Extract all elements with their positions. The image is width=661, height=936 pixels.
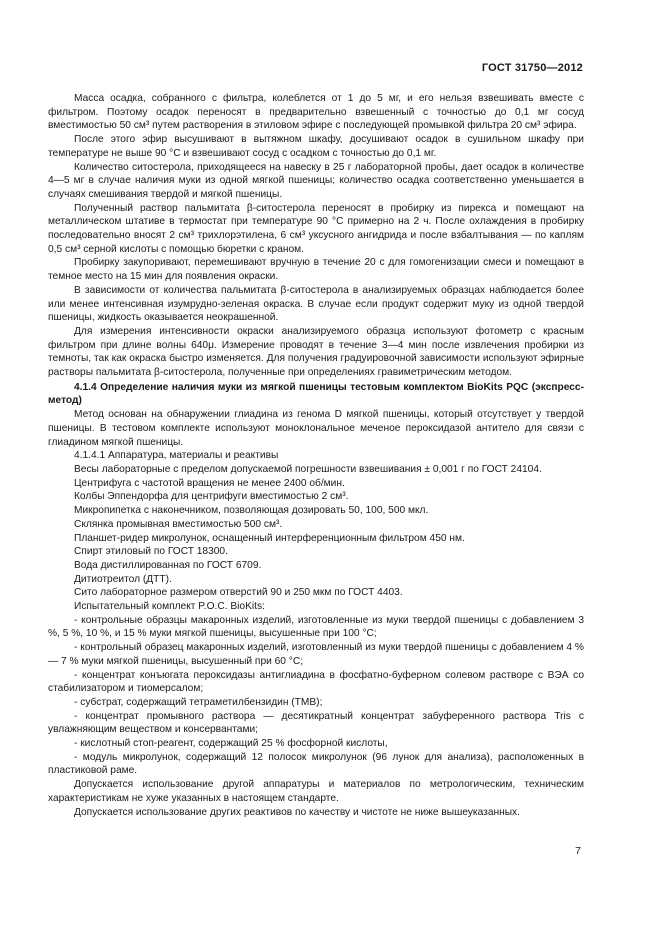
paragraph-tube-mixing: Пробирку закупоривают, перемешивают вручную в течение 20 с для гомогенизации смеси и помещают в темное место на 15 мин для появления окраски.: [48, 257, 584, 283]
kit-item-microwell-module: - модуль микролунок, содержащий 12 полосок микролунок (96 лунок для анализа), расположенных в пластиковой раме.: [48, 751, 584, 777]
kit-item-conjugate: - концентрат конъюгата пероксидазы антиглиадина в фосфатно-буферном солевом растворе с ВЭА со стабилизатором и тиомерсалом;: [48, 669, 584, 695]
list-item-test-kit: Испытательный комплект P.O.C. BioKits:: [74, 601, 265, 613]
kit-item-stop-reagent: - кислотный стоп-реагент, содержащий 25 % фосфорной кислоты,: [74, 738, 388, 750]
list-item-ethanol: Спирт этиловый по ГОСТ 18300.: [74, 546, 228, 558]
section-heading-4-1-4: 4.1.4 Определение наличия муки из мягкой пшеницы тестовым комплектом BioKits PQC (экспресс-метод): [48, 381, 584, 407]
paragraph-method-basis: Метод основан на обнаружении глиадина из генома D мягкой пшеницы, который отсутствует у твердой пшеницы. В тестовом комплекте используют моноклональное меченое пероксидазой антитело для связи с глиадином мягкой пшеницы.: [48, 409, 584, 448]
list-item-plate-reader: Планшет-ридер микролунок, оснащенный интерференционным фильтром 450 нм.: [74, 532, 465, 544]
subsection-heading-4-1-4-1: 4.1.4.1 Аппаратура, материалы и реактивы: [74, 450, 279, 462]
paragraph-coloration: В зависимости от количества пальмитата β-ситостерола в анализируемых образцах наблюдается более или менее интенсивная изумрудно-зеленая окраска. В случае если продукт содержит муку из одной твердой пшеницы, жидкость оказывается неокрашенной.: [48, 284, 584, 324]
paragraph-reagent-allowance: Допускается использование других реактивов по качеству и чистоте не ниже вышеуказанных.: [74, 806, 520, 818]
kit-item-substrate: - субстрат, содержащий тетраметилбензидин (ТМВ);: [74, 696, 323, 708]
standard-header: ГОСТ 31750—2012: [481, 62, 583, 74]
list-item-sieve: Сито лабораторное размером отверстий 90 и 250 мкм по ГОСТ 4403.: [74, 587, 403, 599]
list-item-centrifuge: Центрифуга с частотой вращения не менее 2400 об/мин.: [74, 477, 345, 489]
paragraph-ether-drying: После этого эфир высушивают в вытяжном шкафу, досушивают осадок в сушильном шкафу при температуре не выше 90 °С и взвешивают сосуд с осадком с точностью до 0,1 мг.: [48, 134, 584, 159]
list-item-water: Вода дистиллированная по ГОСТ 6709.: [74, 559, 262, 571]
paragraph-sitosterol-amount: Количество ситостерола, приходящееся на навеску в 25 г лабораторной пробы, дает осадок в количестве 4—5 мг в случае наличия муки из одной мягкой пшеницы; количество осадка соответственно уменьшается в случаях смешивания твердой и мягкой пшеницы.: [48, 161, 584, 200]
kit-item-control-sample-60: - контрольный образец макаронных изделий, изготовленный из муки твердой пшеницы с добавлением 4 % — 7 % муки мягкой пшеницы, высушенный при 60 °С;: [48, 642, 584, 667]
paragraph-palmitate-solution: Полученный раствор пальмитата β-ситостерола переносят в пробирку из пирекса и помещают на металлическом штативе в термостат при температуре 90 °С примерно на 2 ч. После охлаждения в пробирку последовательно вносят 2 см³ трихлорэтилена, 6 см³ уксусного ангидрида и после взбалтывания — по каплям 0,5 см³ серной кислоты с помощью бюретки с краном.: [48, 202, 584, 255]
list-item-micropipette: Микропипетка с наконечником, позволяющая дозировать 50, 100, 500 мкл.: [74, 505, 429, 517]
kit-item-control-samples: - контрольные образцы макаронных изделий, изготовленные из муки твердой пшеницы с добавлением 3 %, 5 %, 10 %, и 15 % муки мягкой пшеницы, высушенные при 100 °С;: [48, 614, 584, 640]
page-number: 7: [575, 845, 581, 857]
list-item-dtt: Дитиотреитол (ДТТ).: [74, 573, 172, 585]
list-item-eppendorf: Колбы Эппендорфа для центрифуги вместимостью 2 см³.: [74, 491, 349, 503]
paragraph-sediment-mass: Масса осадка, собранного с фильтра, колеблется от 1 до 5 мг, и его нельзя взвешивать вместе с фильтром. Поэтому осадок переносят в предварительно взвешенный с точностью до 0,1 мг сосуд вместимостью 50 см³ путем растворения в этиловом эфире с последующей промывкой фильтра 20 см³ эфира.: [48, 93, 584, 132]
kit-item-wash-concentrate: - концентрат промывного раствора — десятикратный концентрат забуференного раствора Tris с увлажняющим веществом и консервантами;: [48, 710, 584, 736]
list-item-scales: Весы лабораторные с пределом допускаемой погрешности взвешивания ± 0,001 г по ГОСТ 24104.: [74, 463, 542, 475]
document-body: [48, 92, 584, 819]
list-item-wash-bottle: Склянка промывная вместимостью 500 см³.: [74, 518, 283, 530]
paragraph-equipment-allowance: Допускается использование другой аппаратуры и материалов по метрологическим, техническим характеристикам не хуже указанных в настоящем стандарте.: [48, 779, 584, 804]
paragraph-photometer: Для измерения интенсивности окраски анализируемого образца используют фотометр с красным фильтром при длине волны 640μ. Измерение проводят в течение 3—4 мин после извлечения пробирки из темноты, так как окраска быстро изменяется. Для получения градуировочной зависимости используют эфирные растворы пальмитата β-ситостерола, полученные при определениях гравиметрическим методом.: [48, 325, 584, 379]
